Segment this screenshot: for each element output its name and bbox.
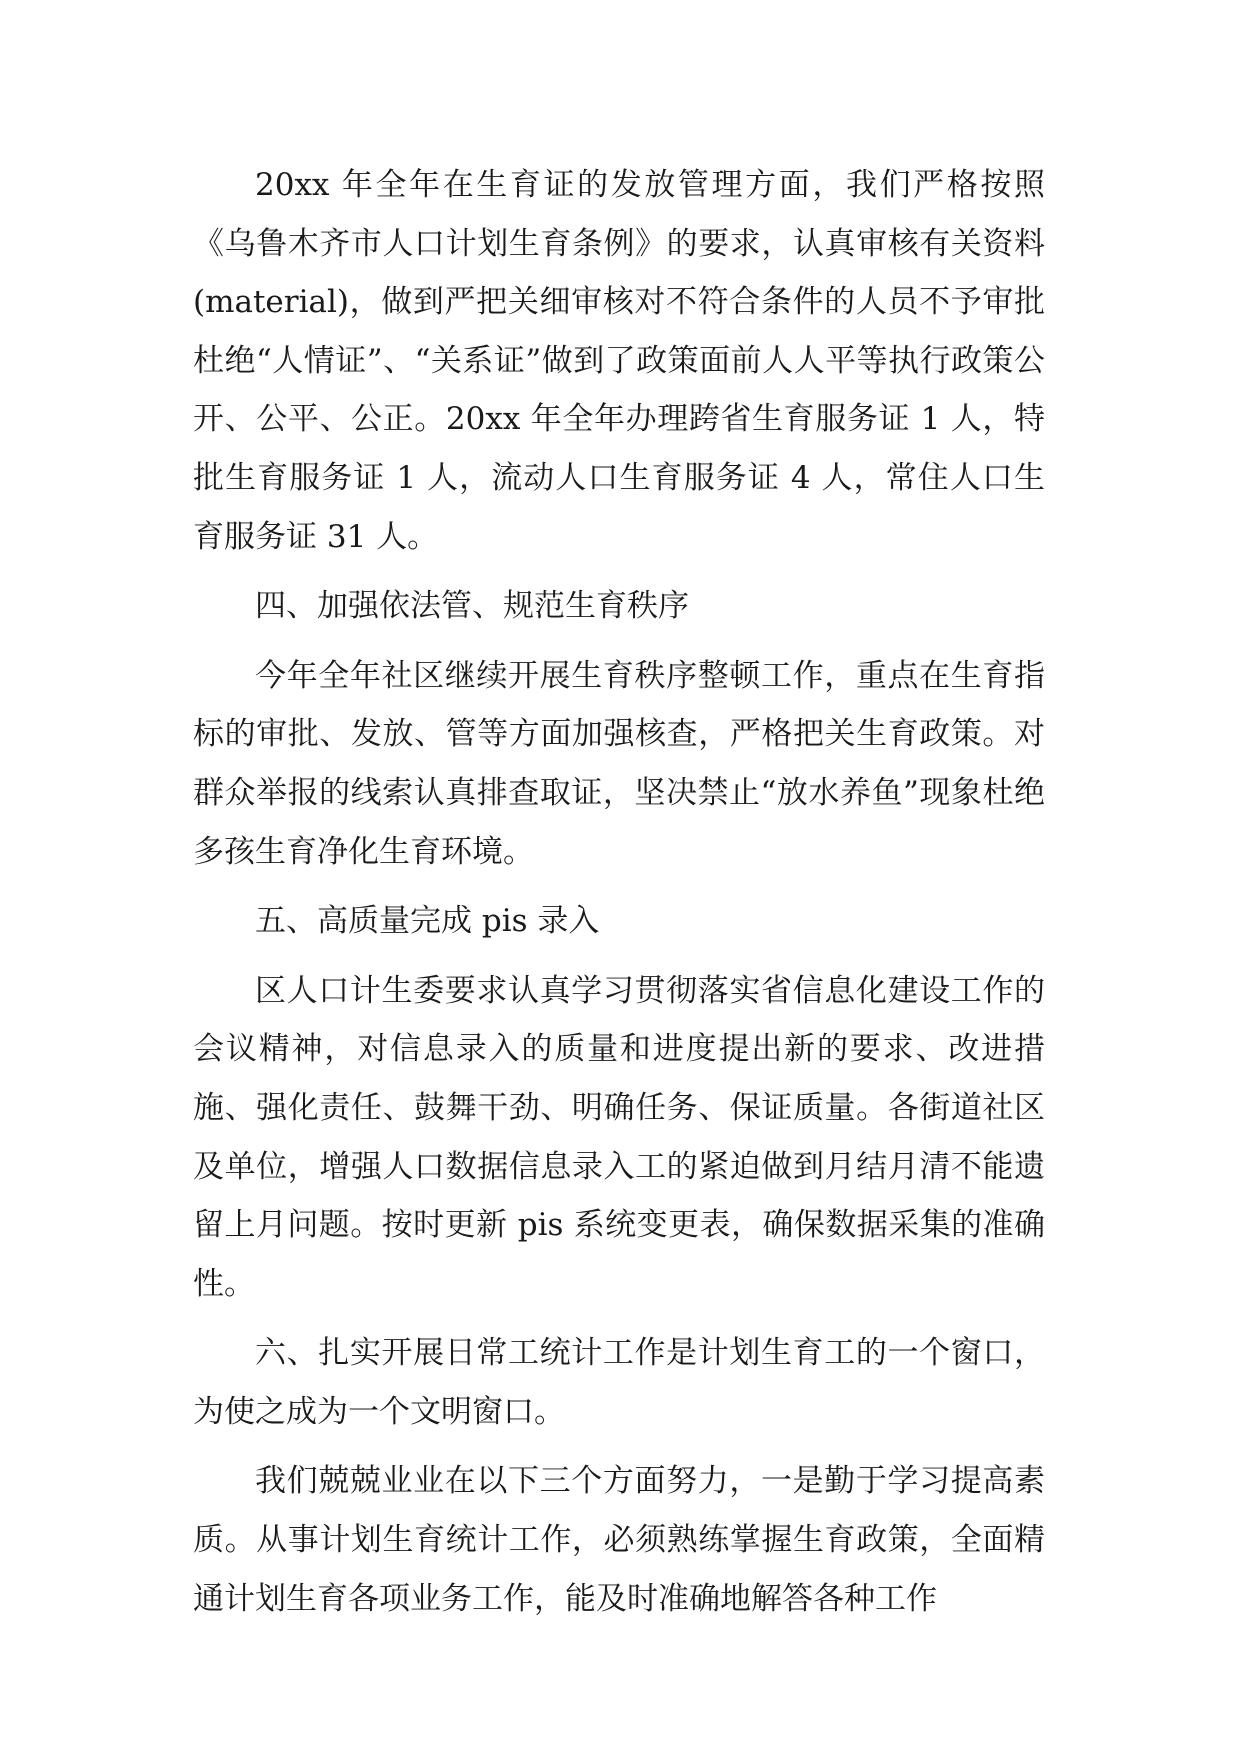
section-heading-five: 五、高质量完成 pis 录入	[255, 903, 600, 940]
document-body	[193, 156, 1045, 1639]
paragraph-birth-permit: 20xx 年全年在生育证的发放管理方面，我们严格按照《乌鲁木齐市人口计划生育条例》的要求，认真审核有关资料(material)，做到严把关细审核对不符合条件的人员不予审批杜绝“人情证”、“关系证”做到了政策面前人人平等执行政策公开、公平、公正。20xx 年全年办理跨省生育服务证 1 人，特批生育服务证 1 人，流动人口生育服务证 4 人，常住人口生育服务证 31 人。	[193, 167, 1045, 555]
section-heading-six: 六、扎实开展日常工统计工作是计划生育工的一个窗口，为使之成为一个文明窗口。	[193, 1335, 1045, 1430]
paragraph-birth-order: 今年全年社区继续开展生育秩序整顿工作，重点在生育指标的审批、发放、管等方面加强核查，严格把关生育政策。对群众举报的线索认真排查取证，坚决禁止“放水养鱼”现象杜绝多孩生育净化生育环境。	[193, 657, 1045, 870]
paragraph-pis-entry: 区人口计生委要求认真学习贯彻落实省信息化建设工作的会议精神，对信息录入的质量和进度提出新的要求、改进措施、强化责任、鼓舞干劲、明确任务、保证质量。各街道社区及单位，增强人口数据信息录入工的紧迫做到月结月清不能遗留上月问题。按时更新 pis 系统变更表，确保数据采集的准确性。	[193, 972, 1045, 1302]
paragraph-statistics-work: 我们兢兢业业在以下三个方面努力，一是勤于学习提高素质。从事计划生育统计工作，必须熟练掌握生育政策，全面精通计划生育各项业务工作，能及时准确地解答各种工作	[193, 1463, 1045, 1617]
section-heading-four: 四、加强依法管、规范生育秩序	[255, 588, 689, 625]
